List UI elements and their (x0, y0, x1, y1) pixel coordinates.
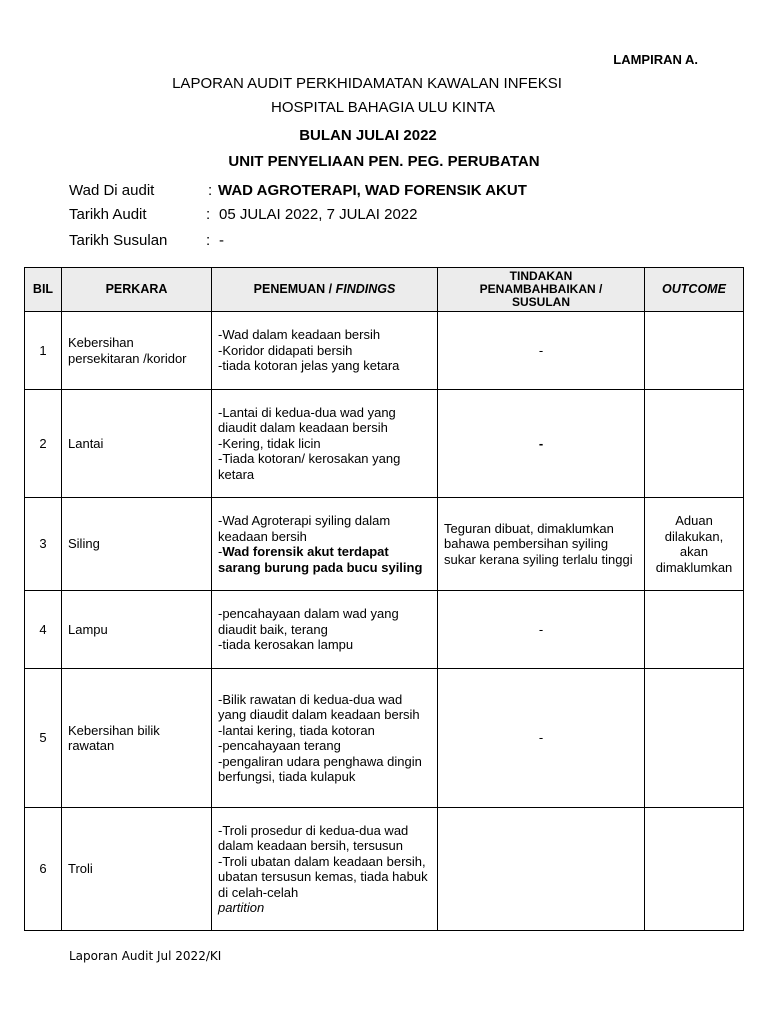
row-findings (212, 312, 438, 390)
table-row (25, 312, 744, 390)
hospital-name: HOSPITAL BAHAGIA ULU KINTA (271, 99, 495, 116)
finding-bold-prefix: - (218, 544, 223, 559)
row-bil: 3 (25, 498, 62, 591)
row-perkara: Kebersihan bilik rawatan (62, 669, 212, 808)
row-perkara: Lampu (62, 591, 212, 669)
unit-name: UNIT PENYELIAAN PEN. PEG. PERUBATAN (228, 153, 540, 170)
row-findings (212, 591, 438, 669)
row-outcome (645, 312, 744, 390)
header-perkara: PERKARA (62, 268, 212, 312)
header-tindakan-line2: PENAMBAHBAIKAN / (479, 282, 603, 296)
finding-line: -lantai kering, tiada kotoran (218, 722, 375, 738)
row-findings (212, 498, 438, 591)
table-row (25, 390, 744, 498)
finding-line: -Lantai di kedua-dua wad yang diaudit dalam keadaan bersih (218, 404, 396, 436)
row-bil: 6 (25, 808, 62, 931)
tarikh-susulan-label: Tarikh Susulan (69, 232, 168, 249)
row-tindakan: - (438, 390, 645, 498)
table-row (25, 669, 744, 808)
finding-line: -tiada kotoran jelas yang ketara (218, 358, 400, 374)
finding-line: -Troli ubatan dalam keadaan bersih, ubatan tersusun kemas, tiada habuk di celah-celah (218, 853, 428, 900)
page-footer: Laporan Audit Jul 2022/KI (69, 949, 222, 963)
report-month: BULAN JULAI 2022 (299, 127, 437, 144)
row-tindakan: - (438, 669, 645, 808)
finding-line: -Wad dalam keadaan bersih (218, 327, 381, 343)
finding-line: -pencahayaan terang (218, 738, 341, 753)
row-tindakan: - (438, 312, 645, 390)
row-bil: 5 (25, 669, 62, 808)
header-tindakan-line3: SUSULAN (511, 295, 570, 309)
row-bil: 4 (25, 591, 62, 669)
row-outcome: Aduan dilakukan, akan dimaklumkan (645, 498, 744, 591)
tarikh-susulan-colon: : (206, 232, 211, 249)
tarikh-audit-value: 05 JULAI 2022, 7 JULAI 2022 (219, 206, 418, 223)
report-title: LAPORAN AUDIT PERKHIDAMATAN KAWALAN INFEKSI (172, 75, 562, 92)
row-bil: 1 (25, 312, 62, 390)
row-outcome (645, 591, 744, 669)
row-perkara: Siling (62, 498, 212, 591)
finding-line: -pencahayaan dalam wad yang diaudit baik, terang (218, 606, 399, 637)
finding-line: -tiada kerosakan lampu (218, 637, 354, 653)
row-findings (212, 669, 438, 808)
header-outcome: OUTCOME (645, 268, 744, 312)
finding-line-bold (218, 544, 431, 575)
row-bil: 2 (25, 390, 62, 498)
finding-line: -Koridor didapati bersih (218, 342, 353, 358)
header-findings-text: FINDINGS (335, 281, 396, 296)
row-outcome (645, 390, 744, 498)
finding-line: -Troli prosedur di kedua-dua wad dalam keadaan bersih, tersusun (218, 822, 409, 853)
table-row (25, 591, 744, 669)
finding-line: -pengaliran udara penghawa dingin berfungsi, tiada kulapuk (218, 753, 422, 784)
finding-bold-text: Wad forensik akut terdapat sarang burung pada bucu syiling (218, 544, 423, 575)
finding-line: -Bilik rawatan di kedua-dua wad yang diaudit dalam keadaan bersih (218, 691, 420, 722)
audit-table (24, 267, 744, 931)
row-perkara: Lantai (62, 390, 212, 498)
finding-line: -Wad Agroterapi syiling dalam keadaan bersih (218, 513, 391, 544)
row-outcome (645, 808, 744, 931)
table-header-row (25, 268, 744, 312)
header-bil: BIL (25, 268, 62, 312)
finding-line: -Tiada kotoran/ kerosakan yang ketara (218, 451, 401, 482)
finding-line: -Kering, tidak licin (218, 435, 321, 451)
tarikh-audit-colon: : (206, 206, 211, 223)
table-row (25, 808, 744, 931)
finding-line-italic: partition (218, 900, 265, 915)
header-tindakan-line1: TINDAKAN (509, 269, 573, 283)
row-tindakan: - (438, 591, 645, 669)
wad-value: WAD AGROTERAPI, WAD FORENSIK AKUT (218, 182, 527, 199)
header-penemuan (212, 268, 438, 312)
row-outcome (645, 669, 744, 808)
header-penemuan-text: PENEMUAN / (253, 281, 336, 296)
row-tindakan (438, 808, 645, 931)
wad-colon: : (208, 182, 213, 199)
wad-label: Wad Di audit (69, 182, 155, 199)
tarikh-susulan-value: - (219, 232, 224, 249)
row-perkara: Kebersihan persekitaran /koridor (62, 312, 212, 390)
row-tindakan: Teguran dibuat, dimaklumkan bahawa pembersihan syiling sukar kerana syiling terlalu tinggi (438, 498, 645, 591)
table-row (25, 498, 744, 591)
lampiran-label: LAMPIRAN A. (613, 52, 698, 67)
row-findings (212, 390, 438, 498)
header-tindakan (438, 268, 645, 312)
row-findings (212, 808, 438, 931)
tarikh-audit-label: Tarikh Audit (69, 206, 147, 223)
row-perkara: Troli (62, 808, 212, 931)
